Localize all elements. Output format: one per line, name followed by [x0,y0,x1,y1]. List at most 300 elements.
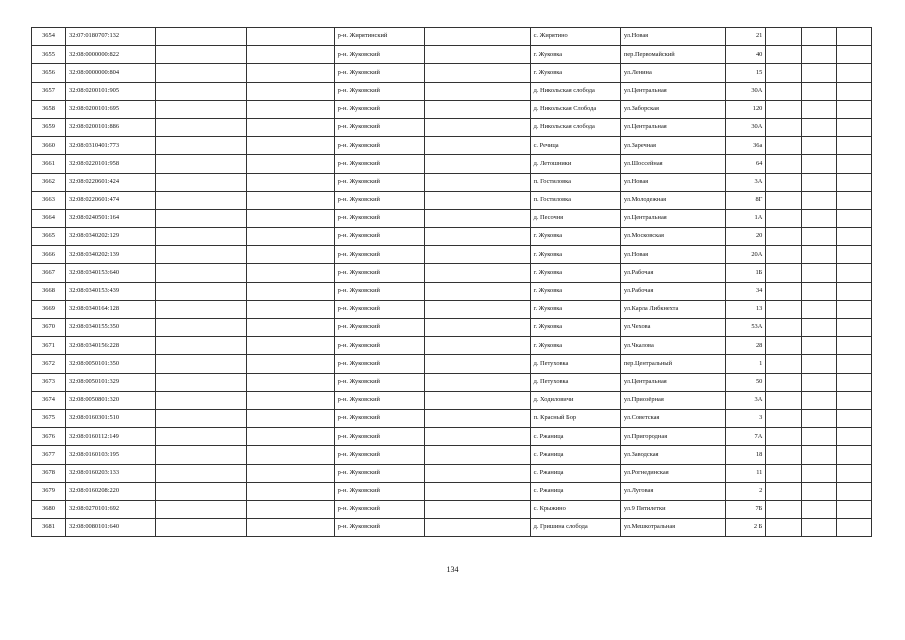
empty-cell [246,209,334,227]
empty-cell [424,173,530,191]
house-number-cell: 120 [726,100,766,118]
empty-cell [836,28,871,46]
empty-cell [246,391,334,409]
empty-cell [766,428,801,446]
street-cell: ул.Пригородная [620,428,726,446]
empty-cell [801,191,836,209]
district-cell: р-н. Жуковский [334,118,424,136]
cadastral-number-cell: 32:08:0050801:320 [66,391,156,409]
row-number-cell: 3672 [32,355,66,373]
district-cell: р-н. Жуковский [334,519,424,537]
empty-cell [156,155,246,173]
empty-cell [246,173,334,191]
empty-cell [246,300,334,318]
district-cell: р-н. Жуковский [334,46,424,64]
empty-cell [836,137,871,155]
cadastral-number-cell: 32:08:0160208:220 [66,482,156,500]
empty-cell [424,319,530,337]
street-cell: ул.Заречная [620,137,726,155]
empty-cell [766,409,801,427]
table-row [32,155,872,173]
empty-cell [156,100,246,118]
empty-cell [156,500,246,518]
row-number-cell: 3670 [32,319,66,337]
empty-cell [801,209,836,227]
house-number-cell: 20А [726,246,766,264]
empty-cell [836,191,871,209]
empty-cell [424,191,530,209]
district-cell: р-н. Жуковский [334,209,424,227]
table-row [32,100,872,118]
cadastral-number-cell: 32:08:0310401:773 [66,137,156,155]
row-number-cell: 3665 [32,228,66,246]
table-row [32,519,872,537]
registry-table-body [32,28,872,537]
empty-cell [836,300,871,318]
row-number-cell: 3674 [32,391,66,409]
empty-cell [766,500,801,518]
street-cell: ул.Центральная [620,209,726,227]
empty-cell [801,446,836,464]
empty-cell [836,82,871,100]
house-number-cell: 64 [726,155,766,173]
empty-cell [246,446,334,464]
table-row [32,446,872,464]
table-row [32,319,872,337]
empty-cell [766,118,801,136]
empty-cell [766,264,801,282]
empty-cell [766,300,801,318]
street-cell: ул.Заборская [620,100,726,118]
house-number-cell: 18 [726,446,766,464]
row-number-cell: 3678 [32,464,66,482]
cadastral-number-cell: 32:07:0180707:132 [66,28,156,46]
empty-cell [246,337,334,355]
empty-cell [766,155,801,173]
empty-cell [801,46,836,64]
empty-cell [801,246,836,264]
empty-cell [246,519,334,537]
district-cell: р-н. Жуковский [334,300,424,318]
row-number-cell: 3675 [32,409,66,427]
empty-cell [424,464,530,482]
empty-cell [766,100,801,118]
empty-cell [801,264,836,282]
settlement-cell: д. Петуховка [530,355,620,373]
settlement-cell: г. Жуковка [530,264,620,282]
empty-cell [246,228,334,246]
row-number-cell: 3660 [32,137,66,155]
settlement-cell: д. Летошники [530,155,620,173]
cadastral-number-cell: 32:08:0240501:164 [66,209,156,227]
empty-cell [424,391,530,409]
empty-cell [156,355,246,373]
empty-cell [836,337,871,355]
empty-cell [836,519,871,537]
settlement-cell: г. Жуковка [530,46,620,64]
row-number-cell: 3661 [32,155,66,173]
table-row [32,282,872,300]
table-row [32,191,872,209]
empty-cell [156,300,246,318]
district-cell: р-н. Жуковский [334,337,424,355]
street-cell: ул.Карла Либкнехта [620,300,726,318]
empty-cell [246,100,334,118]
empty-cell [424,100,530,118]
cadastral-number-cell: 32:08:0000000:804 [66,64,156,82]
empty-cell [246,482,334,500]
empty-cell [424,500,530,518]
house-number-cell: 2 Б [726,519,766,537]
settlement-cell: г. Жуковка [530,300,620,318]
row-number-cell: 3663 [32,191,66,209]
district-cell: р-н. Жуковский [334,264,424,282]
cadastral-number-cell: 32:08:0200101:886 [66,118,156,136]
street-cell: ул.Новая [620,246,726,264]
empty-cell [766,319,801,337]
table-row [32,228,872,246]
settlement-cell: с. Жирятино [530,28,620,46]
empty-cell [801,118,836,136]
empty-cell [836,118,871,136]
cadastral-number-cell: 32:08:0340153:439 [66,282,156,300]
table-row [32,337,872,355]
district-cell: р-н. Жуковский [334,64,424,82]
empty-cell [801,373,836,391]
empty-cell [836,228,871,246]
empty-cell [836,173,871,191]
street-cell: ул.Шоссейная [620,155,726,173]
district-cell: р-н. Жуковский [334,428,424,446]
house-number-cell: 28 [726,337,766,355]
empty-cell [766,282,801,300]
cadastral-number-cell: 32:08:0220101:958 [66,155,156,173]
empty-cell [156,118,246,136]
empty-cell [836,264,871,282]
cadastral-number-cell: 32:08:0340202:129 [66,228,156,246]
row-number-cell: 3656 [32,64,66,82]
empty-cell [156,282,246,300]
empty-cell [801,337,836,355]
empty-cell [424,64,530,82]
empty-cell [766,173,801,191]
empty-cell [836,355,871,373]
empty-cell [836,500,871,518]
empty-cell [836,64,871,82]
empty-cell [424,446,530,464]
table-row [32,264,872,282]
empty-cell [801,137,836,155]
district-cell: р-н. Жуковский [334,228,424,246]
street-cell: ул.Новая [620,173,726,191]
empty-cell [801,464,836,482]
district-cell: р-н. Жуковский [334,482,424,500]
street-cell: ул.Ленина [620,64,726,82]
empty-cell [156,82,246,100]
empty-cell [766,337,801,355]
empty-cell [246,355,334,373]
empty-cell [156,482,246,500]
empty-cell [424,28,530,46]
district-cell: р-н. Жуковский [334,100,424,118]
house-number-cell: 7А [726,428,766,446]
empty-cell [766,82,801,100]
house-number-cell: 2 [726,482,766,500]
house-number-cell: 11 [726,464,766,482]
table-row [32,482,872,500]
street-cell: ул.Центральная [620,82,726,100]
house-number-cell: 13 [726,300,766,318]
empty-cell [424,355,530,373]
page-number: 134 [446,565,459,574]
empty-cell [156,28,246,46]
street-cell: ул.Мешкотральная [620,519,726,537]
settlement-cell: г. Жуковка [530,64,620,82]
street-cell: ул.Рабочая [620,264,726,282]
district-cell: р-н. Жуковский [334,373,424,391]
district-cell: р-н. Жуковский [334,355,424,373]
street-cell: ул.Луговая [620,482,726,500]
empty-cell [246,246,334,264]
house-number-cell: 40 [726,46,766,64]
house-number-cell: 3А [726,391,766,409]
table-row [32,428,872,446]
empty-cell [801,355,836,373]
settlement-cell: г. Жуковка [530,246,620,264]
empty-cell [424,228,530,246]
table-row [32,300,872,318]
cadastral-number-cell: 32:08:0160103:195 [66,446,156,464]
street-cell: ул.Приозёрная [620,391,726,409]
empty-cell [801,319,836,337]
cadastral-number-cell: 32:08:0220601:424 [66,173,156,191]
empty-cell [836,391,871,409]
empty-cell [246,373,334,391]
empty-cell [156,337,246,355]
house-number-cell: 3А [726,173,766,191]
row-number-cell: 3679 [32,482,66,500]
table-row [32,28,872,46]
empty-cell [766,519,801,537]
empty-cell [801,519,836,537]
table-row [32,209,872,227]
settlement-cell: п. Гостиловка [530,191,620,209]
district-cell: р-н. Жуковский [334,191,424,209]
settlement-cell: д. Петуховка [530,373,620,391]
row-number-cell: 3666 [32,246,66,264]
empty-cell [246,500,334,518]
row-number-cell: 3681 [32,519,66,537]
row-number-cell: 3655 [32,46,66,64]
district-cell: р-н. Жирятинский [334,28,424,46]
empty-cell [836,482,871,500]
settlement-cell: п. Гостиловка [530,173,620,191]
empty-cell [766,446,801,464]
settlement-cell: с. Ржаница [530,446,620,464]
empty-cell [156,173,246,191]
empty-cell [156,264,246,282]
street-cell: ул.Центральная [620,118,726,136]
street-cell: ул.Молодежная [620,191,726,209]
house-number-cell: 8Г [726,191,766,209]
settlement-cell: д. Ходиловичи [530,391,620,409]
row-number-cell: 3662 [32,173,66,191]
empty-cell [766,191,801,209]
empty-cell [246,155,334,173]
house-number-cell: 1А [726,209,766,227]
house-number-cell: 20 [726,228,766,246]
district-cell: р-н. Жуковский [334,409,424,427]
cadastral-number-cell: 32:08:0160301:510 [66,409,156,427]
settlement-cell: д. Гришина слобода [530,519,620,537]
settlement-cell: г. Жуковка [530,282,620,300]
cadastral-number-cell: 32:08:0080101:640 [66,519,156,537]
empty-cell [836,246,871,264]
district-cell: р-н. Жуковский [334,82,424,100]
empty-cell [424,282,530,300]
empty-cell [836,282,871,300]
district-cell: р-н. Жуковский [334,446,424,464]
empty-cell [424,264,530,282]
empty-cell [246,28,334,46]
settlement-cell: г. Жуковка [530,319,620,337]
street-cell: пер.Центральный [620,355,726,373]
empty-cell [424,137,530,155]
registry-table [31,27,872,537]
street-cell: ул.Чкалова [620,337,726,355]
cadastral-number-cell: 32:08:0340202:139 [66,246,156,264]
cadastral-number-cell: 32:08:0050101:350 [66,355,156,373]
empty-cell [156,46,246,64]
empty-cell [766,28,801,46]
cadastral-number-cell: 32:08:0200101:905 [66,82,156,100]
empty-cell [836,100,871,118]
house-number-cell: 1 [726,355,766,373]
empty-cell [836,155,871,173]
empty-cell [156,137,246,155]
empty-cell [801,300,836,318]
settlement-cell: д. Никольская слобода [530,82,620,100]
empty-cell [836,409,871,427]
house-number-cell: 7Б [726,500,766,518]
row-number-cell: 3657 [32,82,66,100]
empty-cell [801,282,836,300]
row-number-cell: 3664 [32,209,66,227]
empty-cell [766,373,801,391]
house-number-cell: 30А [726,118,766,136]
empty-cell [246,118,334,136]
empty-cell [766,482,801,500]
settlement-cell: с. Крыжино [530,500,620,518]
house-number-cell: 1Б [726,264,766,282]
district-cell: р-н. Жуковский [334,500,424,518]
settlement-cell: д. Песочня [530,209,620,227]
table-row [32,137,872,155]
row-number-cell: 3671 [32,337,66,355]
row-number-cell: 3654 [32,28,66,46]
empty-cell [246,191,334,209]
empty-cell [156,519,246,537]
street-cell: ул.Советская [620,409,726,427]
empty-cell [424,482,530,500]
settlement-cell: д. Никольская слобода [530,118,620,136]
cadastral-number-cell: 32:08:0160203:133 [66,464,156,482]
row-number-cell: 3669 [32,300,66,318]
empty-cell [246,319,334,337]
row-number-cell: 3658 [32,100,66,118]
row-number-cell: 3680 [32,500,66,518]
cadastral-number-cell: 32:08:0340153:640 [66,264,156,282]
empty-cell [156,319,246,337]
row-number-cell: 3659 [32,118,66,136]
empty-cell [424,519,530,537]
street-cell: ул.Центральная [620,373,726,391]
empty-cell [801,100,836,118]
settlement-cell: с. Ржаница [530,464,620,482]
empty-cell [801,428,836,446]
district-cell: р-н. Жуковский [334,319,424,337]
empty-cell [246,282,334,300]
empty-cell [246,137,334,155]
cadastral-number-cell: 32:08:0050101:329 [66,373,156,391]
table-row [32,173,872,191]
empty-cell [836,464,871,482]
cadastral-number-cell: 32:08:0200101:695 [66,100,156,118]
settlement-cell: с. Речица [530,137,620,155]
empty-cell [801,482,836,500]
empty-cell [156,209,246,227]
row-number-cell: 3668 [32,282,66,300]
district-cell: р-н. Жуковский [334,391,424,409]
house-number-cell: 53А [726,319,766,337]
empty-cell [246,82,334,100]
cadastral-number-cell: 32:08:0270101:692 [66,500,156,518]
district-cell: р-н. Жуковский [334,155,424,173]
settlement-cell: п. Красный Бор [530,409,620,427]
empty-cell [801,228,836,246]
empty-cell [424,118,530,136]
empty-cell [424,300,530,318]
street-cell: ул.9 Пятилетки [620,500,726,518]
street-cell: пер.Первомайский [620,46,726,64]
empty-cell [836,446,871,464]
empty-cell [424,337,530,355]
empty-cell [836,319,871,337]
empty-cell [424,82,530,100]
empty-cell [246,409,334,427]
empty-cell [246,264,334,282]
empty-cell [424,246,530,264]
street-cell: ул.Рогнединская [620,464,726,482]
empty-cell [836,373,871,391]
empty-cell [766,391,801,409]
row-number-cell: 3667 [32,264,66,282]
cadastral-number-cell: 32:08:0340164:128 [66,300,156,318]
empty-cell [424,373,530,391]
empty-cell [801,409,836,427]
empty-cell [156,246,246,264]
empty-cell [801,28,836,46]
cadastral-number-cell: 32:08:0340155:350 [66,319,156,337]
empty-cell [801,82,836,100]
empty-cell [156,64,246,82]
empty-cell [156,391,246,409]
house-number-cell: 15 [726,64,766,82]
empty-cell [156,464,246,482]
table-row [32,373,872,391]
empty-cell [836,46,871,64]
street-cell: ул.Рабочая [620,282,726,300]
